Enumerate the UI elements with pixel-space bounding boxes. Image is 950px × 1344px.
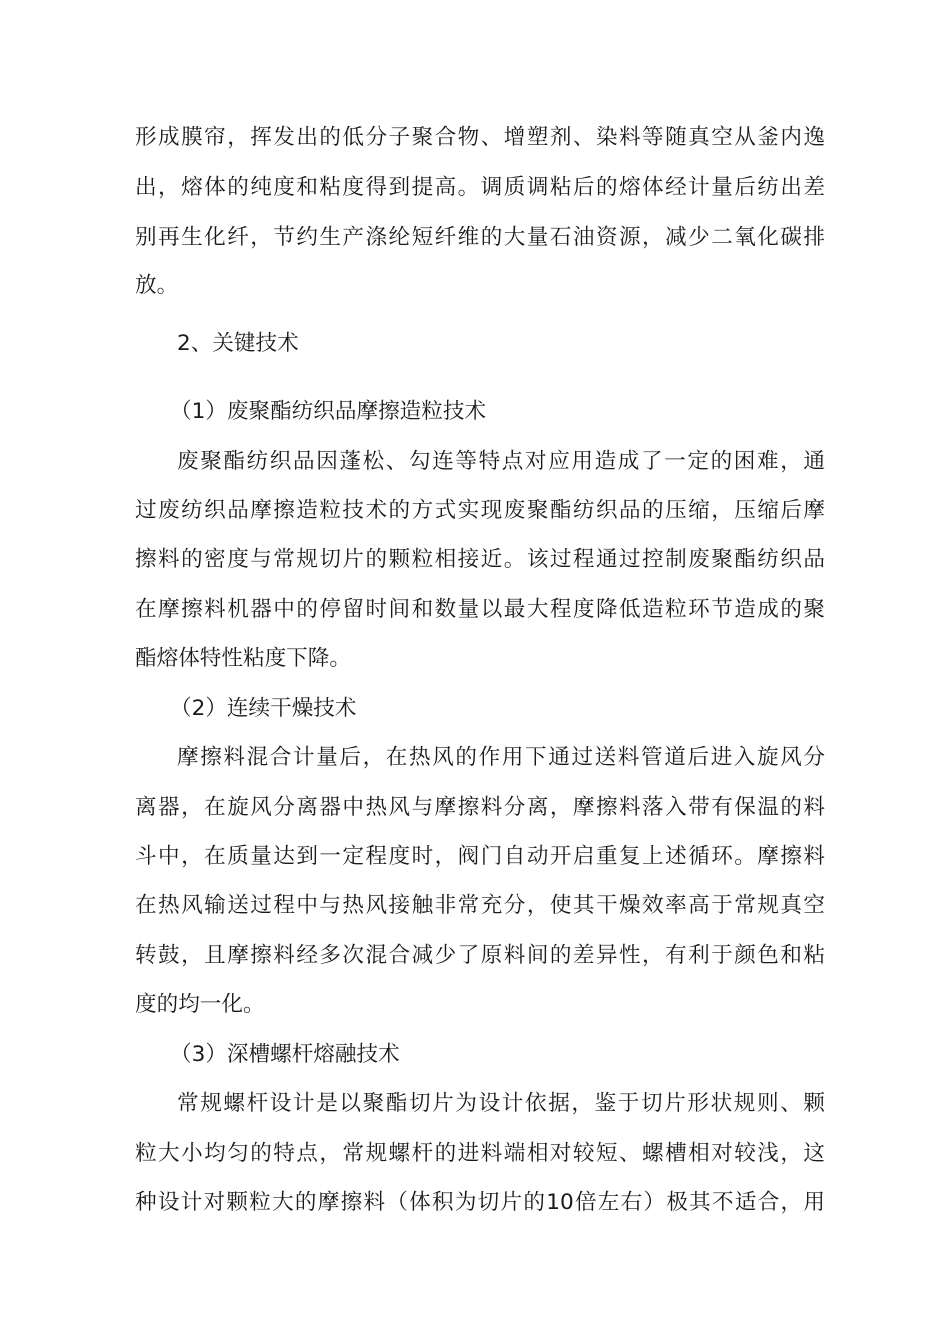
paragraph-line: 过废纺织品摩擦造粒技术的方式实现废聚酯纺织品的压缩，压缩后摩 <box>135 498 825 523</box>
paragraph-line: 废聚酯纺织品因蓬松、勾连等特点对应用造成了一定的困难，通 <box>177 449 825 474</box>
paragraph-line: 常规螺杆设计是以聚酯切片为设计依据，鉴于切片形状规则、颗 <box>177 1091 825 1116</box>
paragraph-line: 粒大小均匀的特点，常规螺杆的进料端相对较短、螺槽相对较浅，这 <box>135 1141 825 1166</box>
subsection-heading: （1）废聚酯纺织品摩擦造粒技术 <box>170 399 487 424</box>
paragraph-line: 酯熔体特性粘度下降。 <box>135 646 351 671</box>
paragraph-line: 转鼓，且摩擦料经多次混合减少了原料间的差异性，有利于颜色和粘 <box>135 943 825 968</box>
subsection-heading: （2）连续干燥技术 <box>170 696 357 721</box>
paragraph-line: 形成膜帘，挥发出的低分子聚合物、增塑剂、染料等随真空从釜内逸 <box>135 125 825 150</box>
paragraph-line: 放。 <box>135 273 179 298</box>
paragraph-line: 种设计对颗粒大的摩擦料（体积为切片的10倍左右）极其不适合，用 <box>135 1190 825 1215</box>
paragraph-line: 离器，在旋风分离器中热风与摩擦料分离，摩擦料落入带有保温的料 <box>135 795 825 820</box>
paragraph-line: 在热风输送过程中与热风接触非常充分，使其干燥效率高于常规真空 <box>135 893 825 918</box>
paragraph-line: 度的均一化。 <box>135 992 265 1017</box>
paragraph-line: 斗中，在质量达到一定程度时，阀门自动开启重复上述循环。摩擦料 <box>135 844 825 869</box>
paragraph-line: 别再生化纤，节约生产涤纶短纤维的大量石油资源，减少二氧化碳排 <box>135 225 825 250</box>
paragraph-line: 摩擦料混合计量后，在热风的作用下通过送料管道后进入旋风分 <box>177 745 825 770</box>
paragraph-line: 出，熔体的纯度和粘度得到提高。调质调粘后的熔体经计量后纺出差 <box>135 175 825 200</box>
subsection-heading: （3）深槽螺杆熔融技术 <box>170 1042 400 1067</box>
paragraph-line: 擦料的密度与常规切片的颗粒相接近。该过程通过控制废聚酯纺织品 <box>135 547 825 572</box>
paragraph-line: 在摩擦料机器中的停留时间和数量以最大程度降低造粒环节造成的聚 <box>135 597 825 622</box>
section-heading: 2、关键技术 <box>177 331 299 356</box>
